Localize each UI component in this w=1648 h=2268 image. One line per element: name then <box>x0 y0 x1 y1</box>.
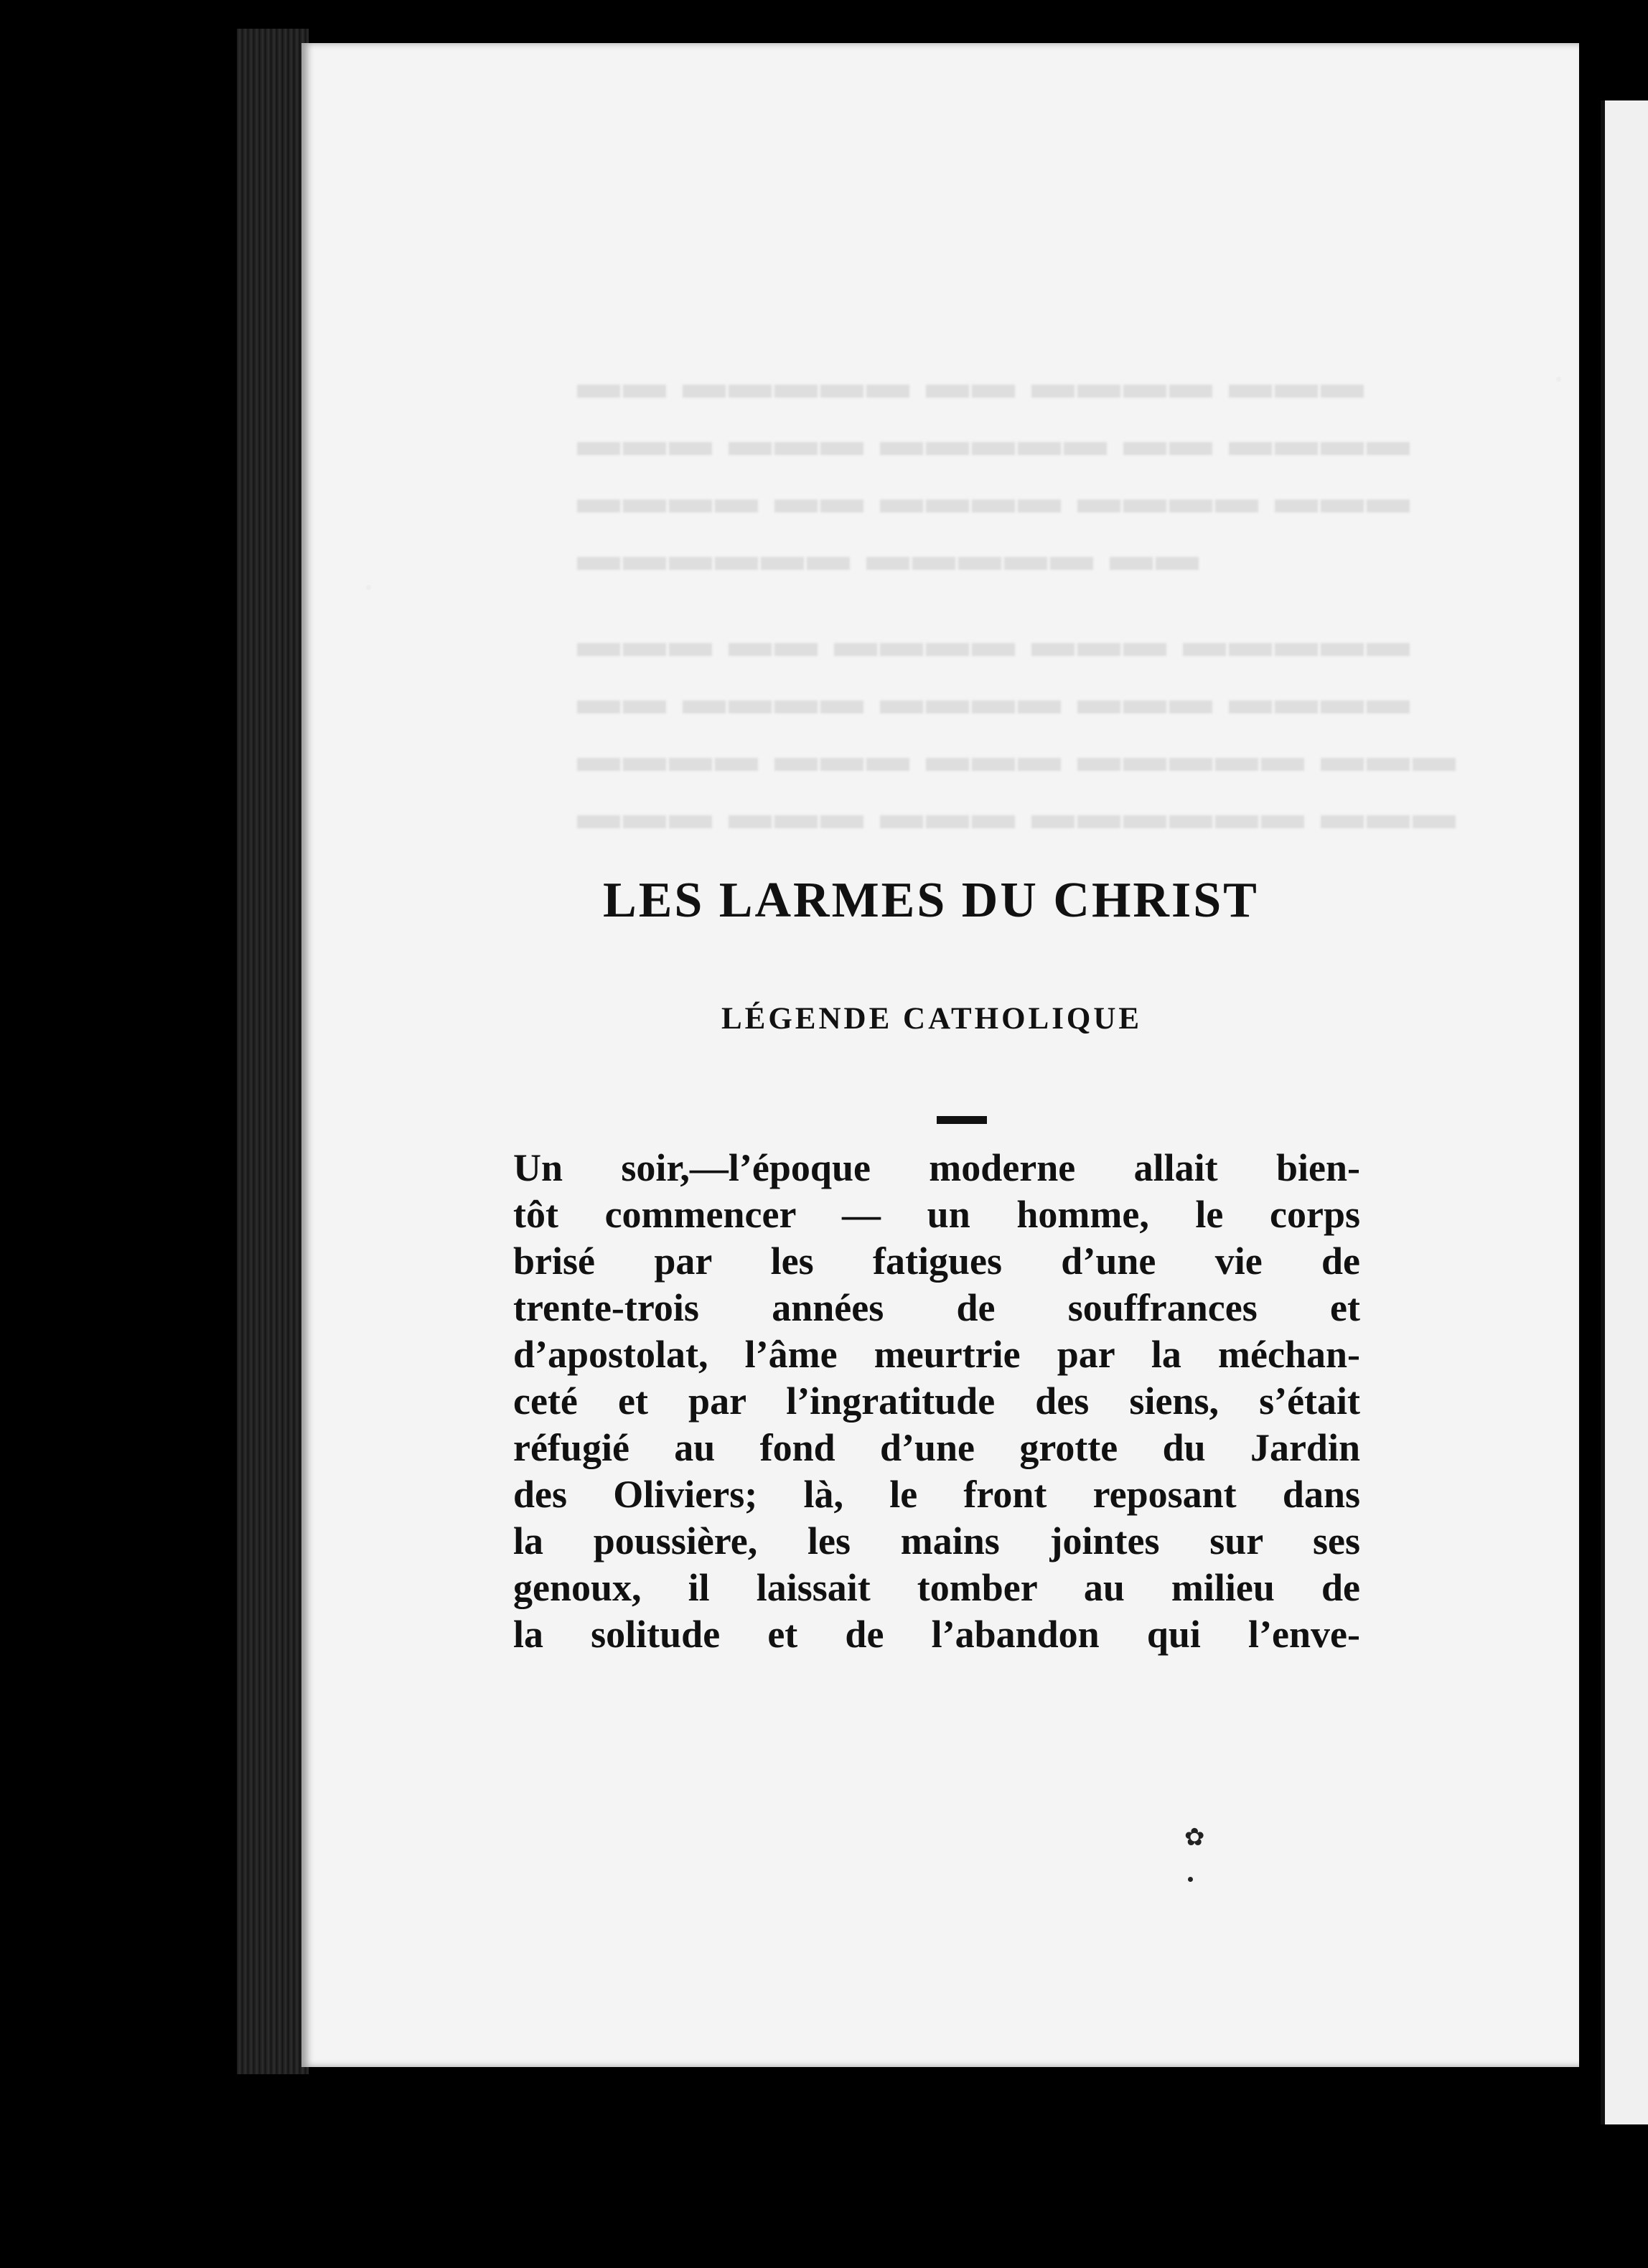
show-through-text: ▬▬▬ ▬▬▬▬ ▬▬▬▬ ▬▬ ▬▬▬▬ <box>574 474 1410 522</box>
show-through-text: ▬▬▬ ▬▬▬▬▬ ▬▬▬ ▬▬▬ ▬▬▬▬ <box>574 733 1456 780</box>
show-through-text: ▬▬▬ ▬▬▬▬▬▬ ▬▬▬ ▬▬▬ ▬▬▬ <box>574 790 1456 838</box>
text-line: des Oliviers; là, le front reposant dans <box>513 1473 1360 1516</box>
text-line: ceté et par l’ingratitude des siens, s’était <box>513 1379 1360 1423</box>
separator-rule <box>937 1116 987 1124</box>
text-line: tôt commencer — un homme, le corps <box>513 1193 1360 1236</box>
show-through-text: ▬▬▬▬ ▬▬▬ ▬▬▬▬ ▬▬▬▬ ▬▬ <box>574 675 1410 723</box>
chapter-title: LES LARMES DU CHRIST <box>603 873 1259 928</box>
chapter-subtitle: LÉGENDE CATHOLIQUE <box>721 1002 1143 1036</box>
left-page <box>301 43 1579 2067</box>
text-line: la poussière, les mains jointes sur ses <box>513 1519 1360 1562</box>
text-line: la solitude et de l’abandon qui l’enve- <box>513 1613 1360 1656</box>
text-line: trente-trois années de souffrances et <box>513 1286 1360 1329</box>
text-line: réfugié au fond d’une grotte du Jardin <box>513 1426 1360 1469</box>
show-through-text: ▬▬▬▬ ▬▬ ▬▬▬▬▬ ▬▬▬ ▬▬▬ <box>574 417 1410 464</box>
show-through-text: ▬▬▬▬▬ ▬▬▬ ▬▬▬▬ ▬▬ ▬▬▬ <box>574 618 1410 665</box>
dust-speck <box>1188 1877 1193 1882</box>
book-page-edges <box>237 29 309 2074</box>
text-line: genoux, il laissait tomber au milieu de <box>513 1566 1360 1609</box>
body-paragraph <box>513 1145 1360 1658</box>
text-line: d’apostolat, l’âme meurtrie par la méchan- <box>513 1333 1360 1376</box>
dust-speck <box>366 585 371 590</box>
text-line: Un soir,—l’époque moderne allait bien- <box>513 1146 1360 1189</box>
show-through-text: ▬▬▬ ▬▬▬▬ ▬▬ ▬▬▬▬▬ ▬▬ <box>574 360 1364 407</box>
text-line: brisé par les fatigues d’une vie de <box>513 1240 1360 1283</box>
dust-speck <box>1556 377 1561 382</box>
show-through-text: ▬▬ ▬▬▬▬▬ ▬▬▬▬▬▬ <box>574 532 1199 579</box>
right-page-edge <box>1601 100 1648 2124</box>
flower-ornament-icon: ✿ <box>1184 1823 1205 1852</box>
